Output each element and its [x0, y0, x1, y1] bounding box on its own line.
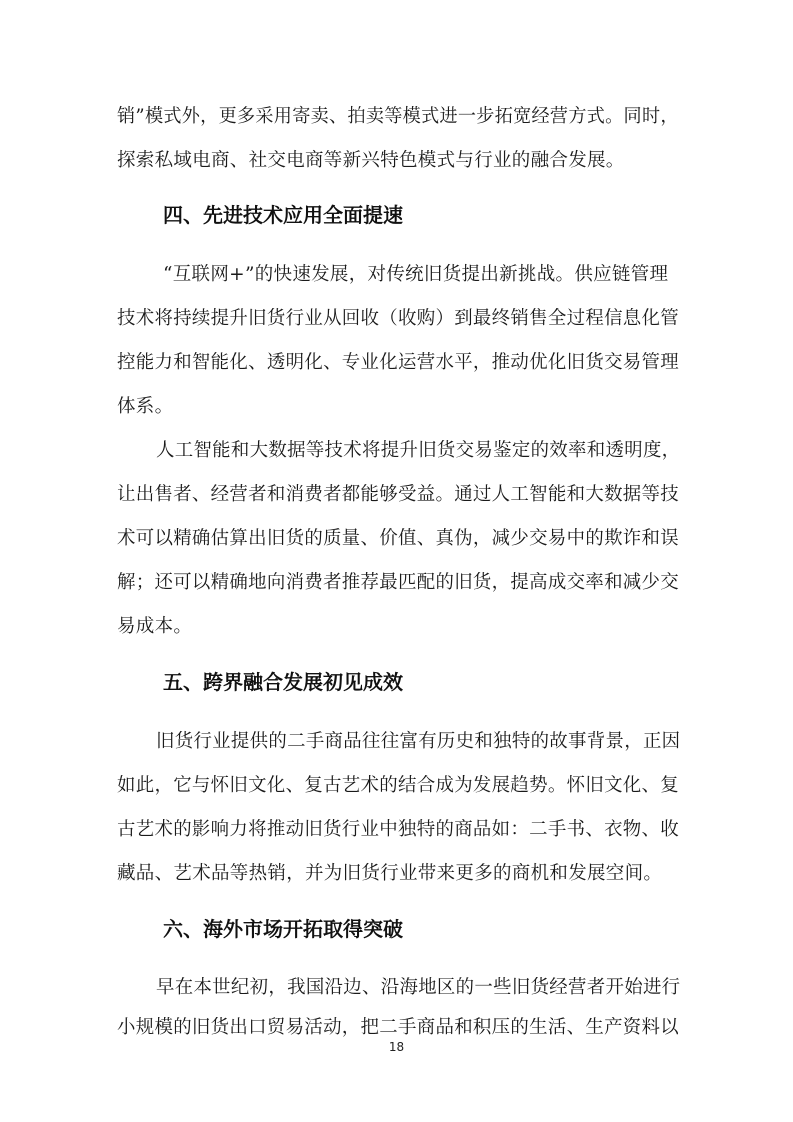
paragraph-line: 旧货行业提供的二手商品往往富有历史和独特的故事背景，正因	[156, 731, 681, 752]
paragraph-line: 易成本。	[117, 616, 193, 637]
section-heading-5: 五、跨界融合发展初见成效	[163, 670, 403, 694]
paragraph-line: 探索私域电商、社交电商等新兴特色模式与行业的融合发展。	[117, 150, 625, 171]
paragraph-line: 销”模式外，更多采用寄卖、拍卖等模式进一步拓宽经营方式。同时，	[117, 106, 679, 127]
paragraph-line: 让出售者、经营者和消费者都能够受益。通过人工智能和大数据等技	[117, 484, 680, 505]
section-heading-4: 四、先进技术应用全面提速	[163, 203, 403, 227]
paragraph-line: 技术将持续提升旧货行业从回收（收购）到最终销售全过程信息化管	[117, 308, 680, 329]
paragraph-line: 体系。	[117, 396, 174, 417]
paragraph-line: 古艺术的影响力将推动旧货行业中独特的商品如：二手书、衣物、收	[117, 819, 680, 840]
paragraph-line: 解；还可以精确地向消费者推荐最匹配的旧货，提高成交率和减少交	[117, 572, 680, 593]
paragraph-line: 术可以精确估算出旧货的质量、价值、真伪，减少交易中的欺诈和误	[117, 528, 680, 549]
page-number: 18	[388, 1040, 405, 1054]
paragraph-line: 如此，它与怀旧文化、复古艺术的结合成为发展趋势。怀旧文化、复	[117, 775, 680, 796]
section-heading-6: 六、海外市场开拓取得突破	[163, 917, 403, 941]
paragraph-line: 早在本世纪初，我国沿边、沿海地区的一些旧货经营者开始进行	[156, 977, 681, 998]
paragraph-line: 人工智能和大数据等技术将提升旧货交易鉴定的效率和透明度，	[156, 440, 681, 461]
paragraph-line: “互联网+”的快速发展，对传统旧货提出新挑战。供应链管理	[163, 264, 669, 285]
paragraph-line: 控能力和智能化、透明化、专业化运营水平，推动优化旧货交易管理	[117, 352, 680, 373]
paragraph-line: 藏品、艺术品等热销，并为旧货行业带来更多的商机和发展空间。	[117, 863, 663, 884]
paragraph-line: 小规模的旧货出口贸易活动，把二手商品和积压的生活、生产资料以	[117, 1017, 680, 1038]
